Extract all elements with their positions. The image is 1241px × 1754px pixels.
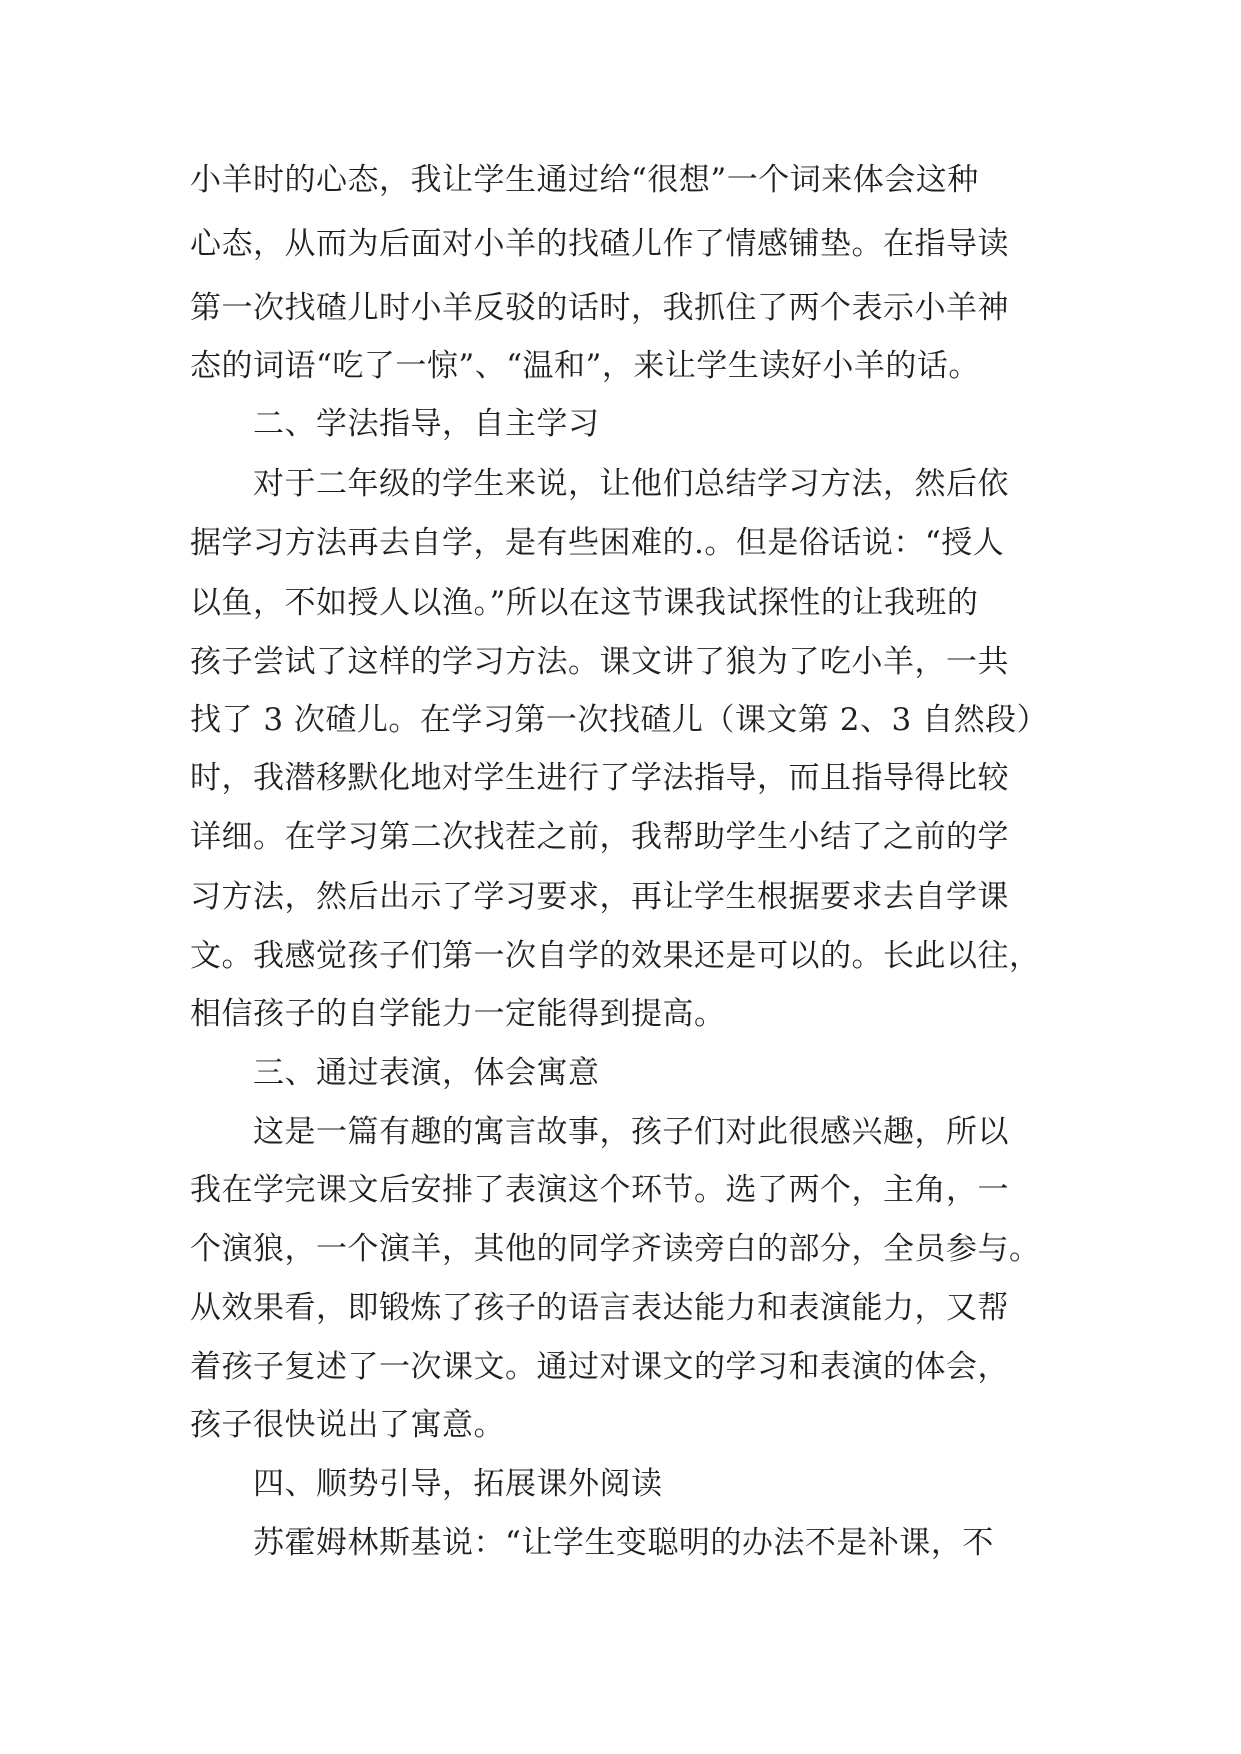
text-line: 孩子尝试了这样的学习方法。课文讲了狼为了吃小羊，一共 — [190, 644, 1009, 680]
text-line: 我在学完课文后安排了表演这个环节。选了两个，主角，一 — [190, 1172, 1009, 1208]
text-line: 苏霍姆林斯基说：“让学生变聪明的办法不是补课，不 — [253, 1525, 994, 1561]
text-line: 心态，从而为后面对小羊的找碴儿作了情感铺垫。在指导读 — [190, 226, 1009, 262]
text-line: 习方法，然后出示了学习要求，再让学生根据要求去自学课 — [190, 879, 1009, 915]
text-line: 这是一篇有趣的寓言故事，孩子们对此很感兴趣，所以 — [253, 1114, 1009, 1150]
text-line: 对于二年级的学生来说，让他们总结学习方法，然后依 — [253, 466, 1009, 502]
section-heading: 三、通过表演，体会寓意 — [253, 1055, 600, 1091]
section-heading: 二、学法指导，自主学习 — [253, 406, 600, 442]
text-line: 据学习方法再去自学，是有些困难的.。但是俗话说：“授人 — [190, 525, 1005, 561]
text-line: 第一次找碴儿时小羊反驳的话时，我抓住了两个表示小羊神 — [190, 290, 1009, 326]
text-line: 个演狼，一个演羊，其他的同学齐读旁白的部分，全员参与。 — [190, 1231, 1041, 1267]
text-line: 找了 3 次碴儿。在学习第一次找碴儿（课文第 2、3 自然段） — [190, 702, 1049, 738]
text-line: 以鱼，不如授人以渔。”所以在这节课我试探性的让我班的 — [190, 585, 979, 621]
text-line: 时，我潜移默化地对学生进行了学法指导，而且指导得比较 — [190, 760, 1009, 796]
text-line: 从效果看，即锻炼了孩子的语言表达能力和表演能力，又帮 — [190, 1290, 1009, 1326]
text-line: 相信孩子的自学能力一定能得到提高。 — [190, 996, 726, 1032]
text-line: 态的词语“吃了一惊”、“温和”，来让学生读好小羊的话。 — [190, 348, 980, 384]
text-line: 小羊时的心态，我让学生通过给“很想”一个词来体会这种 — [190, 162, 979, 198]
text-line: 着孩子复述了一次课文。通过对课文的学习和表演的体会， — [190, 1349, 1009, 1385]
text-line: 孩子很快说出了寓意。 — [190, 1407, 505, 1443]
text-line: 详细。在学习第二次找茬之前，我帮助学生小结了之前的学 — [190, 819, 1009, 855]
text-line: 文。我感觉孩子们第一次自学的效果还是可以的。长此以往， — [190, 938, 1041, 974]
section-heading: 四、顺势引导，拓展课外阅读 — [253, 1466, 663, 1502]
